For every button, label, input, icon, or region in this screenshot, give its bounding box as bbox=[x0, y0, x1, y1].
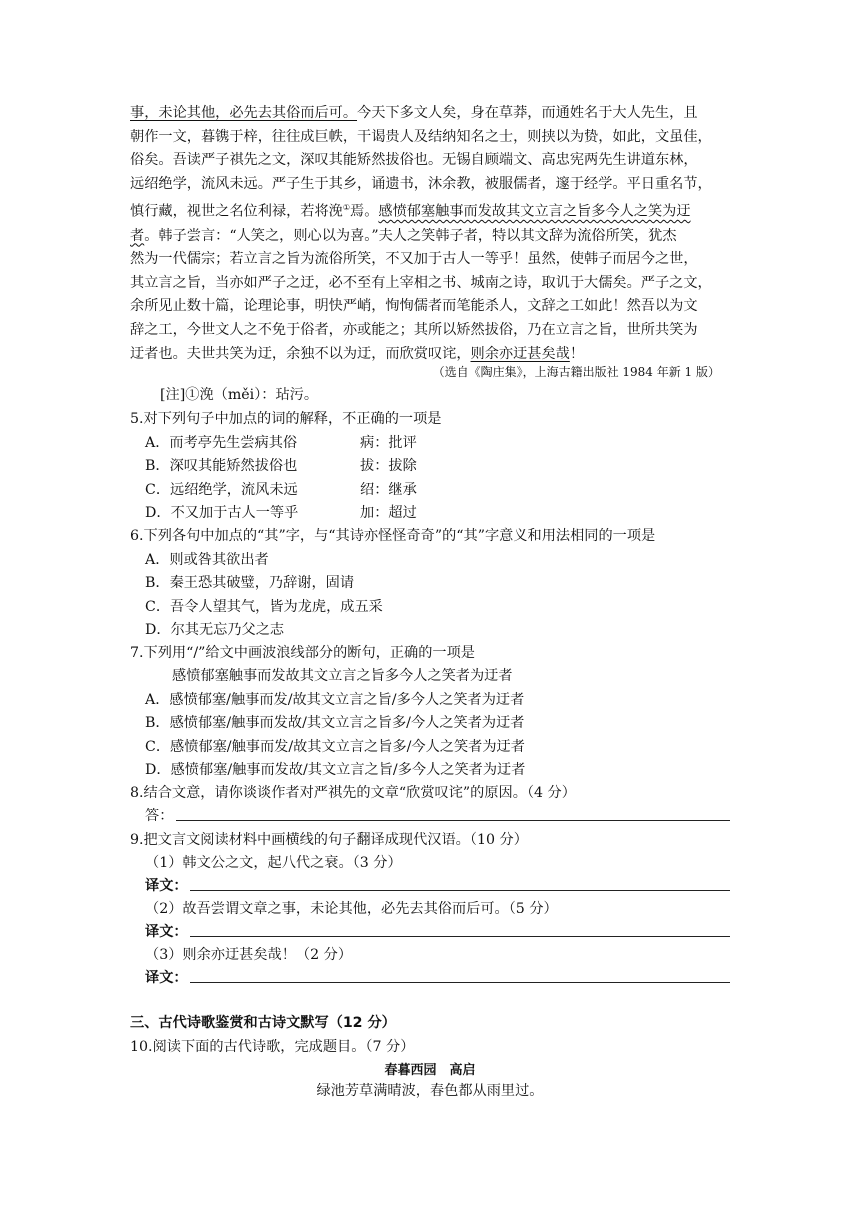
q5-option-c: C．远绍绝学，流风未远 bbox=[145, 482, 298, 498]
passage-line bbox=[130, 173, 730, 197]
underlined-sentence: 则余亦迂甚矣哉 bbox=[470, 345, 570, 362]
passage-line bbox=[130, 295, 730, 319]
poem-title: 春暮西园 高启 bbox=[384, 1063, 476, 1078]
q9-item-1: （1）韩文公之文，起八代之衰。（3 分） bbox=[145, 855, 402, 871]
passage-fragment: 远绍绝学，流风未远。严子生于其乡，诵遗书，沐余教，被服儒者，邃于经学。平日重名节， bbox=[130, 175, 712, 192]
passage-line bbox=[130, 102, 730, 126]
q9-item-3: （3）则余亦迂甚矣哉！（2 分） bbox=[145, 947, 353, 963]
passage-fragment: 。韩子尝言：“人笑之，则心以为喜。”夫人之笑韩子者，特以其文辞为流俗所笑，犹杰 bbox=[144, 227, 677, 244]
q9-item-2-answer-line[interactable] bbox=[190, 936, 730, 937]
q5-gloss-b: 拔：拔除 bbox=[360, 458, 417, 474]
passage-line bbox=[130, 319, 730, 343]
passage-fragment: 今天下多文人矣，身在草莽，而通姓名于大人先生，且 bbox=[357, 105, 698, 121]
passage-fragment: 俗矣。吾读严子祺先之文，深叹其能矫然拔俗也。无锡自顾端文、高忠宪两先生讲道东林， bbox=[130, 152, 698, 169]
wavy-underlined-text: 感愤郁塞触事而发故其文立言之旨多今人之笑为迂 bbox=[378, 204, 691, 221]
passage-fragment: 余所见止数十篇，论理论事，明快严峭，恂恂儒者而笔能杀人，文辞之工如此！然吾以为文 bbox=[130, 298, 698, 315]
passage-fragment: 然为一代儒宗；若立言之旨为流俗所笑，不又加于古人一等乎！虽然，使韩子而居今之世， bbox=[130, 251, 698, 268]
passage-line bbox=[130, 149, 730, 173]
q8-answer-label: 答： bbox=[145, 808, 174, 824]
footnote-marker: ① bbox=[342, 203, 350, 213]
underlined-sentence: 事，未论其他，必先去其俗而后可。 bbox=[130, 105, 358, 121]
passage-fragment: ！ bbox=[569, 345, 585, 362]
passage-line bbox=[130, 126, 730, 150]
passage-fragment: 慎行藏，视世之名位利禄，若将浼 bbox=[130, 204, 343, 221]
q7-option-d: D．感愤郁塞/触事而发故/其文立言之旨/多今人之笑者为迂者 bbox=[145, 762, 526, 778]
q7-option-c: C．感愤郁塞/触事而发/故其文立言之旨多/今人之笑者为迂者 bbox=[145, 739, 525, 755]
question-8-stem: 8.结合文意，请你谈谈作者对严祺先的文章“欣赏叹诧”的原因。（4 分） bbox=[130, 785, 576, 801]
passage-text bbox=[130, 102, 730, 366]
q6-option-c: C．吾令人望其气，皆为龙虎，成五采 bbox=[145, 599, 383, 615]
q9-item-1-label: 译文： bbox=[145, 878, 188, 894]
passage-fragment: 朝作一文，暮镌于梓，往往成巨帙，干谒贵人及结纳知名之士，则挟以为贽，如此，文虽佳， bbox=[130, 128, 712, 145]
wavy-underlined-text: 者 bbox=[130, 227, 145, 244]
poem-line-1: 绿池芳草满晴波，春色都从雨里过。 bbox=[316, 1083, 544, 1099]
passage-fragment: 其立言之旨，当亦如严子之迂，必不至有上宰相之书、城南之诗，取讥于大儒矣。严子之文， bbox=[130, 274, 712, 291]
q5-option-a: A．而考亭先生尝病其俗 bbox=[145, 435, 298, 451]
question-5-stem: 5.对下列句子中加点的词的解释，不正确的一项是 bbox=[130, 411, 442, 427]
passage-fragment: 焉。 bbox=[350, 204, 379, 221]
passage-line bbox=[130, 225, 730, 249]
question-6-stem: 6.下列各句中加点的“其”字，与“其诗亦怪怪奇奇”的“其”字意义和用法相同的一项是 bbox=[130, 528, 656, 544]
q9-item-3-label: 译文： bbox=[145, 970, 188, 986]
passage-line bbox=[130, 272, 730, 296]
passage-line bbox=[130, 248, 730, 272]
q5-gloss-a: 病：批评 bbox=[360, 435, 417, 451]
question-9-stem: 9.把文言文阅读材料中画横线的句子翻译成现代汉语。（10 分） bbox=[130, 832, 528, 848]
q8-answer-line[interactable] bbox=[176, 820, 730, 821]
q9-item-2-label: 译文： bbox=[145, 924, 188, 940]
passage-fragment: 迂者也。夫世共笑为迂，余独不以为迂，而欣赏叹诧， bbox=[130, 345, 471, 362]
q6-option-b: B．秦王恐其破璧，乃辞谢，固请 bbox=[145, 575, 355, 591]
q9-item-1-answer-line[interactable] bbox=[190, 890, 730, 891]
q5-option-b: B．深叹其能矫然拔俗也 bbox=[145, 458, 298, 474]
q9-item-2: （2）故吾尝谓文章之事，未论其他，必先去其俗而后可。（5 分） bbox=[145, 901, 558, 917]
question-10-stem: 10.阅读下面的古代诗歌，完成题目。（7 分） bbox=[130, 1039, 415, 1055]
passage-source: （选自《陶庄集》，上海古籍出版社 1984 年新 1 版） bbox=[432, 365, 720, 379]
q6-option-a: A．则或咎其欲出者 bbox=[145, 552, 269, 568]
passage-fragment: 辞之工，今世文人之不免于俗者，亦或能之；其所以矫然拔俗，乃在立言之旨，世所共笑为 bbox=[130, 322, 698, 339]
section-3-heading: 三、古代诗歌鉴赏和古诗文默写（12 分） bbox=[130, 1015, 396, 1031]
q7-option-b: B．感愤郁塞/触事而发故/其文立言之旨多/今人之笑者为迂者 bbox=[145, 715, 525, 731]
question-7-stem: 7.下列用“/”给文中画波浪线部分的断句，正确的一项是 bbox=[130, 645, 475, 661]
q7-quote: 感愤郁塞触事而发故其文立言之旨多今人之笑者为迂者 bbox=[172, 668, 513, 684]
q7-option-a: A．感愤郁塞/触事而发/故其文立言之旨/多今人之笑者为迂者 bbox=[145, 692, 525, 708]
passage-line bbox=[130, 196, 730, 224]
q5-option-d: D．不又加于古人一等乎 bbox=[145, 505, 299, 521]
q5-gloss-d: 加：超过 bbox=[360, 505, 417, 521]
q6-option-d: D．尔其无忘乃父之志 bbox=[145, 622, 285, 638]
annotation-note: [注]①浼（měi）：玷污。 bbox=[160, 387, 319, 403]
q5-gloss-c: 绍：继承 bbox=[360, 482, 417, 498]
q9-item-3-answer-line[interactable] bbox=[190, 982, 730, 983]
